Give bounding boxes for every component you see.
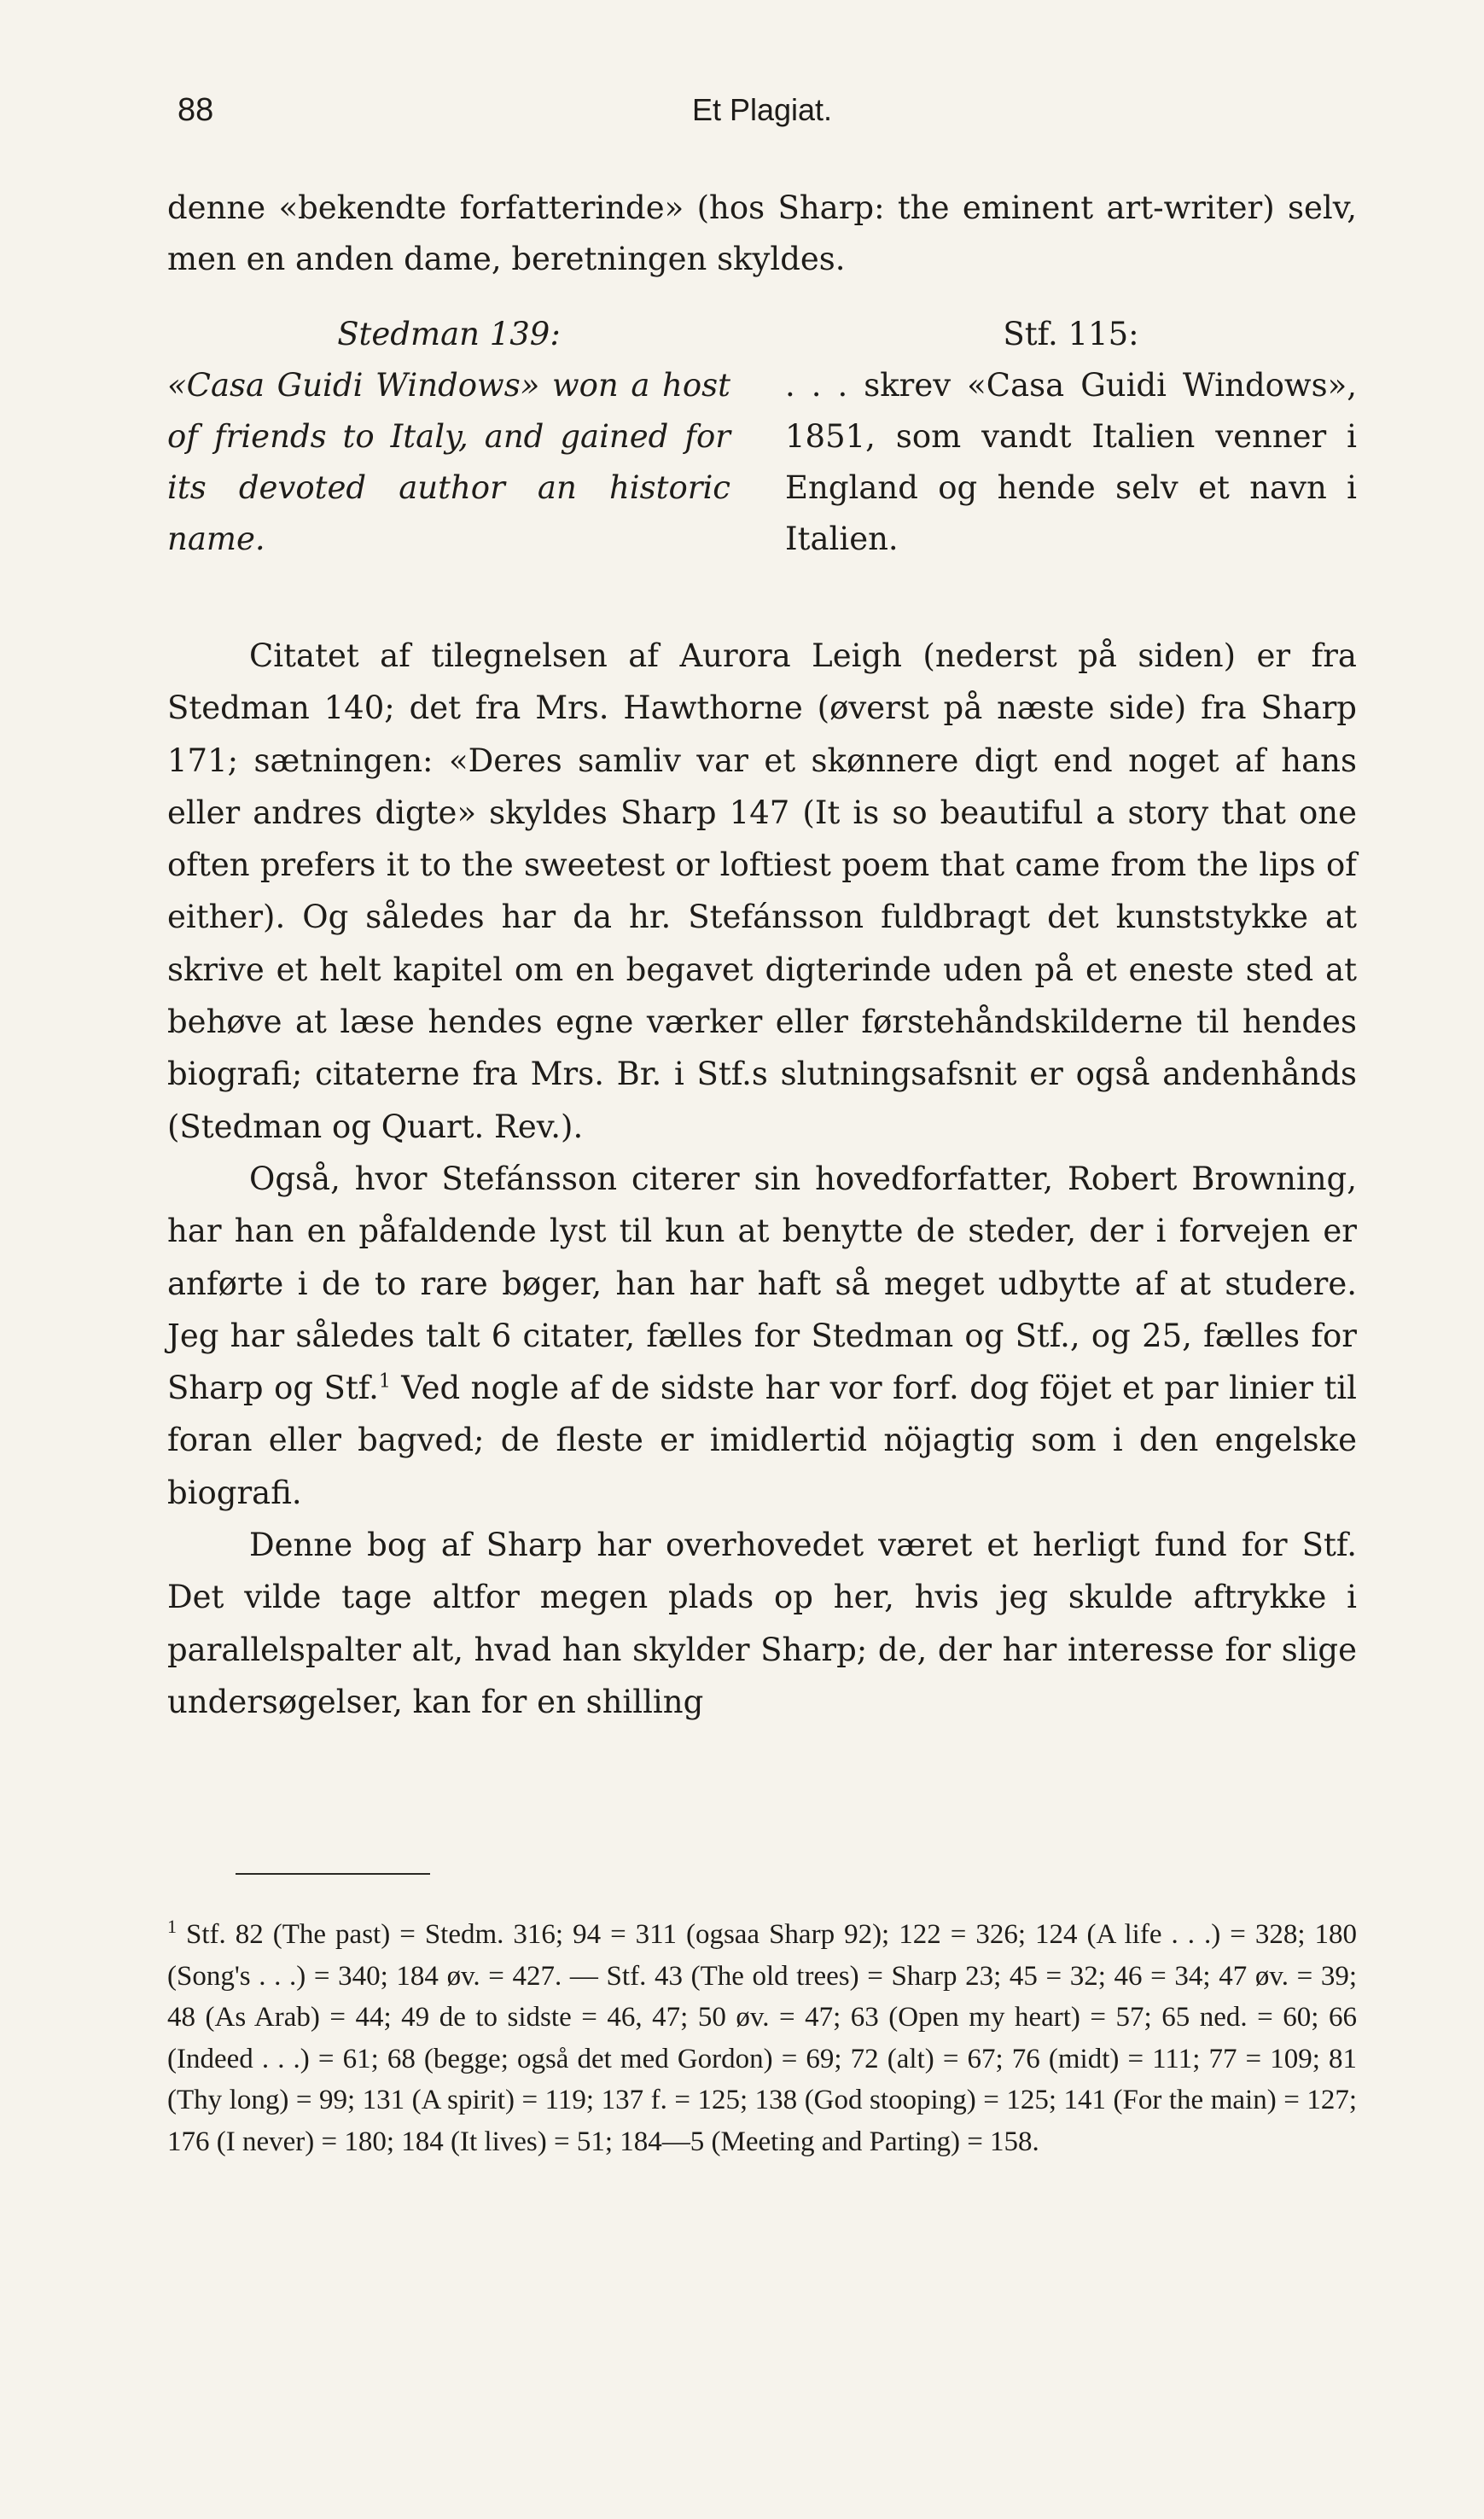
footnote-divider: [236, 1873, 430, 1875]
quote-heading-stedman: Stedman 139:: [337, 316, 561, 352]
footnote-mark: 1: [167, 1916, 177, 1937]
footnote: [167, 1906, 1357, 2163]
quote-column-danish: [785, 309, 1357, 565]
body-paragraph-2: [167, 1153, 1357, 1519]
body-paragraph-3: Denne bog af Sharp har overhovedet været et herligt fund for Stf. Det vilde tage altfor megen plads op her, hvis jeg skulde aftrykke i parallelspalter alt, hvad han skylder Sharp; de, der har interesse for slige undersøgelser, kan for en shilling: [167, 1527, 1357, 1720]
page-header: [167, 92, 1357, 143]
running-title: Et Plagiat.: [691, 92, 833, 127]
quote-text-danish: . . . skrev «Casa Guidi Windows», 1851, som vandt Italien venner i England og hende selv et navn i Italien.: [785, 367, 1357, 557]
footnote-reference: 1: [378, 1370, 391, 1393]
footnote-text: Stf. 82 (The past) = Stedm. 316; 94 = 311 (ogsaa Sharp 92); 122 = 326; 124 (A life . . .) = 328; 180 (Song's . . .) = 340; 184 øv. = 427. — Stf. 43 (The old trees) = Sharp 23; 45 = 32; 46 = 34; 47 øv. = 39; 48 (As Arab) = 44; 49 de to sidste = 46, 47; 50 øv. = 47; 63 (Open my heart) = 57; 65 ned. = 60; 66 (Indeed . . .) = 61; 68 (begge; også det med Gordon) = 69; 72 (alt) = 67; 76 (midt) = 111; 77 = 109; 81 (Thy long) = 99; 131 (A spirit) = 119; 137 f. = 125; 138 (God stooping) = 125; 141 (For the main) = 127; 176 (I never) = 180; 184 (It lives) = 51; 184—5 (Meeting and Parting) = 158.: [167, 1919, 1357, 2157]
quote-heading-stf: Stf. 115:: [1003, 316, 1139, 352]
body-paragraph-2-part-a: Også, hvor Stefánsson citerer sin hovedforfatter, Robert Browning, har han en påfaldende lyst til kun at benytte de steder, der i forvejen er anførte i de to rare bøger, han har haft så meget udbytte af at studere. Jeg har således talt 6 citater, fælles for Stedman og Stf., og 25, fælles for Sharp og Stf.: [167, 1160, 1357, 1407]
body-text: [167, 630, 1357, 1728]
page-number: 88: [177, 92, 214, 128]
body-paragraph-1: Citatet af tilegnelsen af Aurora Leigh (nederst på siden) er fra Stedman 140; det fra Mrs. Hawthorne (øverst på næste side) fra Sharp 171; sætningen: «Deres samliv var et skønnere digt end noget af hans eller andres digte» skyldes Sharp 147 (It is so beautiful a story that one often prefers it to the sweetest or loftiest poem that came from the lips of either). Og således har da hr. Stefánsson fuldbragt det kunststykke at skrive et helt kapitel om en begavet digterinde uden på et eneste sted at behøve at læse hendes egne værker eller førstehåndskilderne til hendes biografi; citaterne fra Mrs. Br. i Stf.s slutningsafsnit er også andenhånds (Stedman og Quart. Rev.).: [167, 637, 1357, 1145]
intro-paragraph: [167, 183, 1357, 285]
quote-text-english: «Casa Guidi Windows» won a host of friends to Italy, and gained for its devoted author an historic name.: [167, 367, 730, 557]
footnote-text-block: [167, 1906, 1357, 2163]
body-paragraph-2-part-b: Ved nogle af de sidste har vor forf. dog föjet et par linier til foran eller bagved; de fleste er imidlertid nöjagtig som i den engelske biografi.: [167, 1370, 1357, 1511]
quote-column-english: [167, 309, 730, 565]
intro-text: denne «bekendte forfatterinde» (hos Sharp: the eminent art-writer) selv, men en anden dame, beretningen skyldes.: [167, 189, 1357, 277]
